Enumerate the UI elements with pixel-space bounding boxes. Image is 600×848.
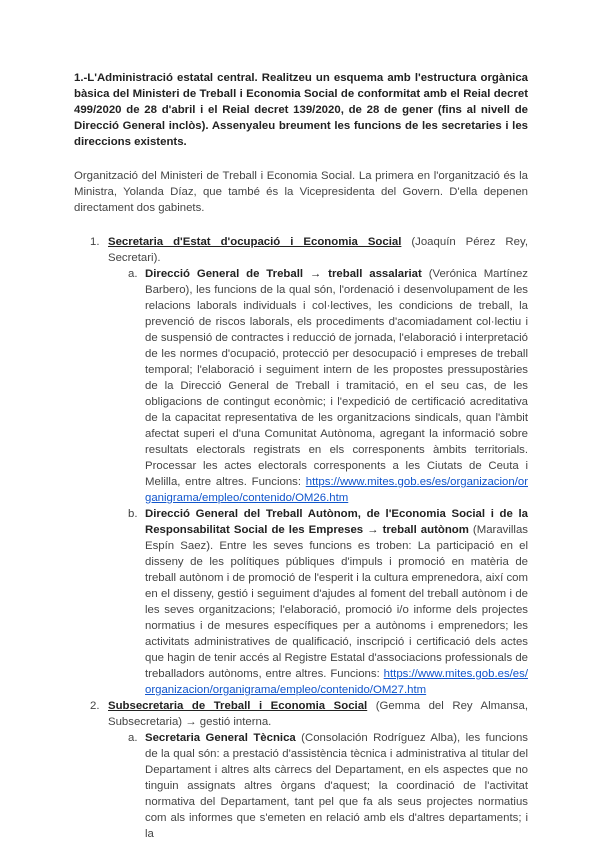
list-letter: a.: [128, 732, 138, 744]
list-item-subsection-1a: [128, 266, 529, 506]
section-title: Subsecretaria de Treball i Economia Social: [108, 700, 368, 712]
subsection-title: Direcció General de Treball → treball assalariat: [145, 268, 422, 280]
list-letter: b.: [128, 508, 138, 520]
section-subtitle: (Gemma del Rey Almansa, Subsecretaria) → gestió interna.: [108, 700, 528, 728]
list-item-section-1: [74, 234, 528, 266]
list-number: 2.: [90, 700, 100, 712]
list-item-section-2: [74, 698, 528, 730]
section-title: Secretaria d'Estat d'ocupació i Economia Social: [108, 236, 402, 248]
list-item-subsection-1b: [128, 506, 528, 698]
subsection-text: (Consolación Rodríguez Alba), les funcions de la qual són: a prestació d'assistència tècnica i administrativa al titular del Departament i altres alts càrrecs del Departament, en els aspectes que no tinguin assignats altres òrgans d'aquest; la coordinació de l'activitat normativa del Departament, tant pel que fa als seus projectes normatius com als informes que s'emeten en relació amb els d'altres departaments; i la: [145, 732, 528, 840]
subsection-text: (Maravillas Espín Saez). Entre les seves funcions es troben: La participació en el disseny de les polítiques públiques d'impuls i promoció en matèria de treball autònom i de promoció de l'esperit i la cultura emprenedora, així com en el disseny, gestió i seguiment d'ajudes al foment del treball autònom i de les seves organitzacions; l'elaboració, promoció i/o informe dels projectes normatius i de mesures específiques per a autònoms i emprenedors; les activitats administratives de qualificació, inscripció i certificació dels actes que hagin de tenir accés al Registre Estatal d'associacions professionals de treballadors autònoms, entre altres. Funcions:: [145, 524, 528, 680]
list-letter: a.: [128, 268, 138, 280]
question-heading: 1.-L'Administració estatal central. Realitzeu un esquema amb l'estructura orgànica bàsica del Ministeri de Treball i Economia Social de conformitat amb el Reial decret 499/2020 de 28 d'abril i el Reial decret 139/2020, de 28 de gener (fins al nivell de Direcció General inclòs). Assenyaleu breument les funcions de les secretaries i les direccions existents.: [74, 72, 528, 148]
section-subtitle: (Joaquín Pérez Rey, Secretari).: [108, 236, 528, 264]
document-page: [74, 70, 528, 842]
reference-link[interactable]: https://www.mites.gob.es/es/organizacion/organigrama/empleo/contenido/OM27.htm: [145, 668, 528, 696]
subsection-title: Direcció General del Treball Autònom, de l'Economia Social i de la Responsabilitat Social de les Empreses → treball autònom: [145, 508, 528, 536]
intro-paragraph: Organització del Ministeri de Treball i Economia Social. La primera en l'organització és la Ministra, Yolanda Díaz, que també és la Vicepresidenta del Govern. D'ella depenen directament dos gabinets.: [74, 170, 528, 214]
subsection-text: (Verónica Martínez Barbero), les funcions de la qual són, l'ordenació i desenvolupament de les relacions laborals individuals i col·lectives, les condicions de treball, la prevenció de riscos laborals, els procediments d'acomiadament col·lectiu i de suspensió de contractes i reducció de jornada, l'elaboració i interpretació de les normes d'ocupació, protecció per desocupació i empreses de treball temporal; l'elaboració i seguiment intern de les propostes pressupostàries de la Direcció General de Treball i tramitació, en el seu cas, de les obligacions de contingut econòmic; i l'expedició de certificació acreditativa de la capacitat representativa de les organitzacions sindicals, quan l'àmbit afectat superi el d'una Comunitat Autònoma, agregant la informació sobre resultats electorals registrats en els corresponents àmbits territorials. Processar les actes electorals corresponents a les Ciutats de Ceuta i Melilla, entre altres. Funcions:: [145, 268, 529, 488]
list-item-subsection-2a: [128, 730, 528, 842]
subsection-title: Secretaria General Tècnica: [145, 732, 296, 744]
reference-link[interactable]: https://www.mites.gob.es/es/organizacion/organigrama/empleo/contenido/OM26.htm: [145, 476, 528, 504]
list-number: 1.: [90, 236, 100, 248]
